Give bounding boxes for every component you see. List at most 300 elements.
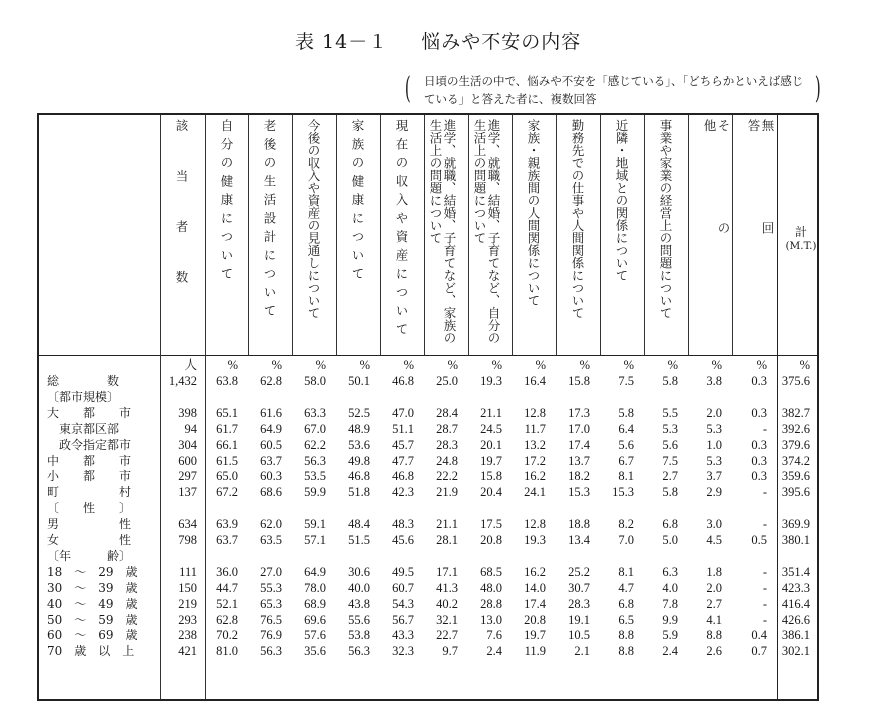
value-cell: 0.7 (751, 644, 767, 659)
value-cell: 3.8 (706, 374, 722, 388)
value-cell: 15.3 (612, 485, 634, 500)
row-label: 50 ～ 59 歳 (47, 612, 138, 627)
value-cell: 3.7 (706, 469, 722, 484)
value-cell: 57.6 (304, 628, 326, 643)
unit-pct: % (756, 358, 767, 372)
table-row (39, 421, 817, 437)
value-cell: 45.6 (392, 533, 414, 547)
value-cell: 3.0 (706, 517, 722, 532)
value-cell: 46.8 (348, 469, 370, 484)
value-cell: 9.9 (662, 612, 678, 627)
row-label: 中 都 市 (47, 453, 132, 468)
value-cell: 14.0 (524, 580, 546, 595)
value-cell: 61.5 (216, 453, 238, 468)
value-cell: 28.7 (436, 421, 458, 436)
value-cell: 78.0 (304, 580, 326, 595)
value-cell: 49.5 (392, 564, 414, 579)
value-cell: 65.1 (216, 405, 238, 420)
value-cell: 48.0 (480, 580, 502, 595)
value-cell: 2.4 (486, 644, 502, 659)
row-label: 男 性 (47, 517, 132, 532)
respondent-count: 634 (178, 517, 197, 532)
header-column: 事業や家業の経営上の問題について (658, 119, 673, 319)
value-cell: 4.5 (706, 533, 722, 547)
value-cell: 5.5 (662, 405, 678, 420)
table-row (39, 596, 817, 612)
value-cell: 32.3 (392, 644, 414, 659)
value-cell: 21.1 (480, 405, 502, 420)
value-cell: 17.2 (524, 453, 546, 468)
value-cell: 22.7 (436, 628, 458, 643)
value-cell: 61.6 (260, 405, 282, 420)
value-cell: 5.3 (706, 453, 722, 468)
value-cell: 63.5 (260, 533, 282, 547)
unit-pct: % (227, 358, 238, 372)
value-cell: 13.4 (568, 533, 590, 547)
value-cell: 20.1 (480, 437, 502, 452)
value-cell: 2.6 (706, 644, 722, 659)
table-title (295, 27, 581, 54)
value-cell: 57.1 (304, 533, 326, 547)
value-cell: 22.2 (436, 469, 458, 484)
value-cell: 12.8 (524, 405, 546, 420)
value-cell: 17.4 (524, 596, 546, 611)
value-cell: 20.8 (524, 612, 546, 627)
value-cell: 21.1 (436, 517, 458, 532)
column-divider (248, 115, 249, 355)
value-cell: 64.9 (304, 564, 326, 579)
value-cell: 27.0 (260, 564, 282, 579)
value-cell: 30.6 (348, 564, 370, 579)
value-cell: 52.5 (348, 405, 370, 420)
value-cell: 1.0 (706, 437, 722, 452)
unit-count: 人 (184, 358, 197, 372)
value-cell: 8.8 (706, 628, 722, 643)
value-cell: 25.2 (568, 564, 590, 579)
respondent-count: 297 (178, 469, 197, 484)
value-cell: 0.4 (751, 628, 767, 643)
value-cell: 49.8 (348, 453, 370, 468)
column-divider (732, 115, 733, 355)
respondent-count: 111 (179, 564, 197, 579)
value-cell: 7.0 (618, 533, 634, 547)
value-cell: 63.7 (216, 533, 238, 547)
value-cell: 5.0 (662, 533, 678, 547)
row-label: 小 都 市 (47, 469, 132, 484)
row-label: 町 村 (47, 485, 132, 500)
value-cell: 6.8 (662, 517, 678, 532)
value-cell: 62.0 (260, 517, 282, 532)
value-cell: - (762, 596, 767, 611)
value-cell: 17.3 (568, 405, 590, 420)
value-cell: - (762, 564, 767, 579)
unit-pct: % (623, 358, 634, 372)
value-cell: 56.3 (348, 644, 370, 659)
value-cell: 67.0 (304, 421, 326, 436)
total-cell: 302.1 (781, 644, 810, 659)
value-cell: - (762, 421, 767, 436)
value-cell: 15.8 (568, 374, 590, 388)
respondent-count: 1,432 (168, 374, 197, 388)
value-cell: 16.2 (524, 564, 546, 579)
value-cell: 44.7 (216, 580, 238, 595)
value-cell: 19.3 (480, 374, 502, 388)
value-cell: 76.9 (260, 628, 282, 643)
table-row (39, 405, 817, 421)
value-cell: 8.2 (618, 517, 634, 532)
value-cell: 51.5 (348, 533, 370, 547)
header-column: 現在の収入や資産について (394, 119, 409, 341)
total-cell: 374.2 (781, 453, 810, 468)
value-cell: 7.5 (618, 374, 634, 388)
value-cell: 56.3 (304, 453, 326, 468)
value-cell: 47.7 (392, 453, 414, 468)
header-column: 近隣・地域との関係について (614, 119, 629, 282)
header-total-sub: (M.T.) (785, 240, 817, 252)
value-cell: 70.2 (216, 628, 238, 643)
value-cell: 28.1 (436, 533, 458, 547)
table-row (39, 468, 817, 484)
table-row (39, 564, 817, 580)
respondent-count: 219 (178, 596, 197, 611)
header-column: 進学、就職、結婚、子育てなど、家族の生活上の問題について (428, 119, 457, 344)
unit-pct: % (535, 358, 546, 372)
value-cell: 63.3 (304, 405, 326, 420)
value-cell: 40.0 (348, 580, 370, 595)
value-cell: 2.7 (706, 596, 722, 611)
value-cell: 8.8 (618, 644, 634, 659)
section-row (39, 500, 817, 516)
respondent-count: 137 (178, 485, 197, 500)
value-cell: 63.9 (216, 517, 238, 532)
section-row (39, 548, 817, 564)
value-cell: 18.2 (568, 469, 590, 484)
value-cell: 7.8 (662, 596, 678, 611)
value-cell: 2.0 (706, 405, 722, 420)
value-cell: 21.9 (436, 485, 458, 500)
column-divider (556, 115, 557, 355)
value-cell: 28.3 (568, 596, 590, 611)
value-cell: 4.0 (662, 580, 678, 595)
value-cell: 30.7 (568, 580, 590, 595)
value-cell: 60.7 (392, 580, 414, 595)
total-cell: 351.4 (781, 564, 810, 579)
value-cell: 46.8 (392, 374, 414, 388)
unit-pct: % (315, 358, 326, 372)
header-count: 該当者数 (174, 119, 189, 321)
unit-pct: % (711, 358, 722, 372)
header-column: 今後の収入や資産の見通しについて (306, 119, 321, 319)
value-cell: 66.1 (216, 437, 238, 452)
value-cell: 8.8 (618, 628, 634, 643)
total-cell: 423.3 (781, 580, 810, 595)
value-cell: 5.9 (662, 628, 678, 643)
value-cell: 13.0 (480, 612, 502, 627)
value-cell: 7.5 (662, 453, 678, 468)
table-row (39, 453, 817, 469)
unit-pct: % (667, 358, 678, 372)
value-cell: 48.3 (392, 517, 414, 532)
note-text: 日頃の生活の中で、悩みや不安を「感じている」、「どちらかといえば感じている」と答えた者に、複数回答 (424, 74, 804, 106)
value-cell: 52.1 (216, 596, 238, 611)
value-cell: 19.7 (480, 453, 502, 468)
header-column: 進学、就職、結婚、子育てなど、自分の生活上の問題について (472, 119, 501, 344)
header-column: 家族・親族間の人間関係について (526, 119, 541, 307)
value-cell: 16.2 (524, 469, 546, 484)
value-cell: 53.8 (348, 628, 370, 643)
value-cell: 6.5 (618, 612, 634, 627)
value-cell: 68.9 (304, 596, 326, 611)
total-cell: 369.9 (781, 517, 810, 532)
total-cell: 392.6 (781, 421, 810, 436)
respondent-count: 293 (178, 612, 197, 627)
respondent-count: 150 (178, 580, 197, 595)
table-header (39, 115, 817, 356)
table-title-text: 悩みや不安の内容 (421, 31, 582, 53)
value-cell: 5.3 (662, 421, 678, 436)
value-cell: 46.8 (392, 469, 414, 484)
value-cell: 6.3 (662, 564, 678, 579)
column-divider (424, 115, 425, 355)
column-divider (512, 115, 513, 355)
unit-pct: % (359, 358, 370, 372)
table-note (404, 71, 822, 110)
total-cell: 359.6 (781, 469, 810, 484)
table-row (39, 516, 817, 532)
row-label: 60 ～ 69 歳 (47, 628, 138, 643)
column-divider (777, 115, 778, 699)
table-row (39, 373, 817, 389)
unit-pct: % (491, 358, 502, 372)
value-cell: 6.8 (618, 596, 634, 611)
value-cell: 59.9 (304, 485, 326, 500)
unit-pct: % (799, 358, 810, 372)
total-cell: 379.6 (781, 437, 810, 452)
column-divider (688, 115, 689, 355)
column-divider (380, 115, 381, 355)
value-cell: 61.7 (216, 421, 238, 436)
value-cell: 0.3 (751, 453, 767, 468)
value-cell: 59.1 (304, 517, 326, 532)
header-column: 無回答 (746, 119, 775, 324)
value-cell: 24.5 (480, 421, 502, 436)
unit-pct: % (271, 358, 282, 372)
total-cell: 386.1 (781, 628, 810, 643)
value-cell: 69.6 (304, 612, 326, 627)
respondent-count: 94 (184, 421, 197, 436)
value-cell: 8.1 (618, 564, 634, 579)
value-cell: 2.1 (574, 644, 590, 659)
column-divider (292, 115, 293, 355)
column-divider (160, 115, 161, 699)
value-cell: 35.6 (304, 644, 326, 659)
value-cell: 19.1 (568, 612, 590, 627)
right-paren: ) (815, 71, 822, 106)
value-cell: 17.5 (480, 517, 502, 532)
value-cell: 0.3 (751, 437, 767, 452)
value-cell: 13.2 (524, 437, 546, 452)
header-total (781, 225, 821, 253)
value-cell: 2.0 (706, 580, 722, 595)
value-cell: 54.3 (392, 596, 414, 611)
respondent-count: 600 (178, 453, 197, 468)
value-cell: 40.2 (436, 596, 458, 611)
header-column: その他 (702, 119, 731, 324)
value-cell: 63.8 (216, 374, 238, 388)
value-cell: 67.2 (216, 485, 238, 500)
value-cell: 19.3 (524, 533, 546, 547)
value-cell: 58.0 (304, 374, 326, 388)
value-cell: 45.7 (392, 437, 414, 452)
value-cell: 50.1 (348, 374, 370, 388)
value-cell: 43.8 (348, 596, 370, 611)
value-cell: 17.4 (568, 437, 590, 452)
value-cell: 4.7 (618, 580, 634, 595)
row-label: 30 ～ 39 歳 (47, 580, 138, 595)
table-row (39, 627, 817, 643)
value-cell: 8.1 (618, 469, 634, 484)
header-total-label: 計 (794, 225, 807, 239)
value-cell: 18.8 (568, 517, 590, 532)
value-cell: 17.1 (436, 564, 458, 579)
table-row (39, 580, 817, 596)
column-divider (600, 115, 601, 355)
value-cell: 56.7 (392, 612, 414, 627)
value-cell: 60.5 (260, 437, 282, 452)
respondent-count: 421 (178, 644, 197, 659)
total-cell: 395.6 (781, 485, 810, 500)
value-cell: 48.4 (348, 517, 370, 532)
value-cell: 16.4 (524, 374, 546, 388)
row-label: 70 歳 以 上 (47, 644, 135, 659)
value-cell: 4.1 (706, 612, 722, 627)
row-label: 〔 性 〕 (47, 501, 132, 516)
value-cell: 76.5 (260, 612, 282, 627)
value-cell: 6.4 (618, 421, 634, 436)
value-cell: 47.0 (392, 405, 414, 420)
row-label: 40 ～ 49 歳 (47, 596, 138, 611)
value-cell: 0.3 (751, 405, 767, 420)
value-cell: 64.9 (260, 421, 282, 436)
value-cell: 15.3 (568, 485, 590, 500)
value-cell: 53.6 (348, 437, 370, 452)
value-cell: - (762, 517, 767, 532)
column-divider (644, 115, 645, 355)
value-cell: - (762, 580, 767, 595)
value-cell: 51.8 (348, 485, 370, 500)
value-cell: 55.6 (348, 612, 370, 627)
value-cell: 81.0 (216, 644, 238, 659)
table-row (39, 437, 817, 453)
total-cell: 426.6 (781, 612, 810, 627)
value-cell: 0.3 (751, 374, 767, 388)
row-label: 18 ～ 29 歳 (47, 564, 138, 579)
value-cell: 41.3 (436, 580, 458, 595)
value-cell: 5.3 (706, 421, 722, 436)
value-cell: 28.4 (436, 405, 458, 420)
value-cell: 56.3 (260, 644, 282, 659)
value-cell: 42.3 (392, 485, 414, 500)
row-label: 〔都市規模〕 (47, 389, 120, 404)
value-cell: 11.9 (524, 644, 546, 659)
value-cell: 7.6 (486, 628, 502, 643)
data-table (37, 113, 819, 701)
row-label: 大 都 市 (47, 405, 132, 420)
table-row (39, 532, 817, 548)
value-cell: 25.0 (436, 374, 458, 388)
value-cell: 17.0 (568, 421, 590, 436)
value-cell: 10.5 (568, 628, 590, 643)
total-cell: 375.6 (781, 374, 810, 388)
column-divider (336, 115, 337, 355)
value-cell: 51.1 (392, 421, 414, 436)
total-cell: 380.1 (781, 533, 810, 547)
row-label: 〔年 齢〕 (47, 548, 132, 563)
value-cell: 55.3 (260, 580, 282, 595)
value-cell: 5.8 (662, 485, 678, 500)
column-divider (468, 115, 469, 355)
value-cell: 15.8 (480, 469, 502, 484)
value-cell: 6.7 (618, 453, 634, 468)
total-cell: 416.4 (781, 596, 810, 611)
section-row (39, 389, 817, 405)
value-cell: 12.8 (524, 517, 546, 532)
value-cell: 60.3 (260, 469, 282, 484)
respondent-count: 238 (178, 628, 197, 643)
units-row (39, 357, 817, 373)
value-cell: 5.8 (662, 374, 678, 388)
row-label: 政令指定都市 (47, 437, 132, 452)
table-row (39, 484, 817, 500)
unit-pct: % (447, 358, 458, 372)
value-cell: 28.3 (436, 437, 458, 452)
value-cell: 43.3 (392, 628, 414, 643)
value-cell: 2.4 (662, 644, 678, 659)
value-cell: 13.7 (568, 453, 590, 468)
value-cell: 65.0 (216, 469, 238, 484)
value-cell: 1.8 (706, 564, 722, 579)
value-cell: - (762, 485, 767, 500)
value-cell: 53.5 (304, 469, 326, 484)
header-column: 自分の健康について (219, 119, 234, 286)
value-cell: 62.2 (304, 437, 326, 452)
row-label: 総 数 (47, 374, 120, 388)
value-cell: 62.8 (216, 612, 238, 627)
value-cell: 5.6 (662, 437, 678, 452)
unit-pct: % (579, 358, 590, 372)
value-cell: 0.5 (751, 533, 767, 547)
value-cell: 63.7 (260, 453, 282, 468)
value-cell: 36.0 (216, 564, 238, 579)
value-cell: 5.6 (618, 437, 634, 452)
header-column: 老後の生活設計について (262, 119, 277, 323)
table-number: 表 14－１ (295, 31, 389, 53)
header-column: 勤務先での仕事や人間関係について (570, 119, 585, 319)
value-cell: 2.7 (662, 469, 678, 484)
row-label: 女 性 (47, 533, 132, 547)
value-cell: 20.8 (480, 533, 502, 547)
value-cell: 5.8 (618, 405, 634, 420)
column-divider (205, 115, 206, 699)
value-cell: 0.3 (751, 469, 767, 484)
table-row (39, 643, 817, 659)
respondent-count: 304 (178, 437, 197, 452)
header-column: 家族の健康について (350, 119, 365, 286)
value-cell: 68.6 (260, 485, 282, 500)
respondent-count: 398 (178, 405, 197, 420)
value-cell: 62.8 (260, 374, 282, 388)
value-cell: 48.9 (348, 421, 370, 436)
